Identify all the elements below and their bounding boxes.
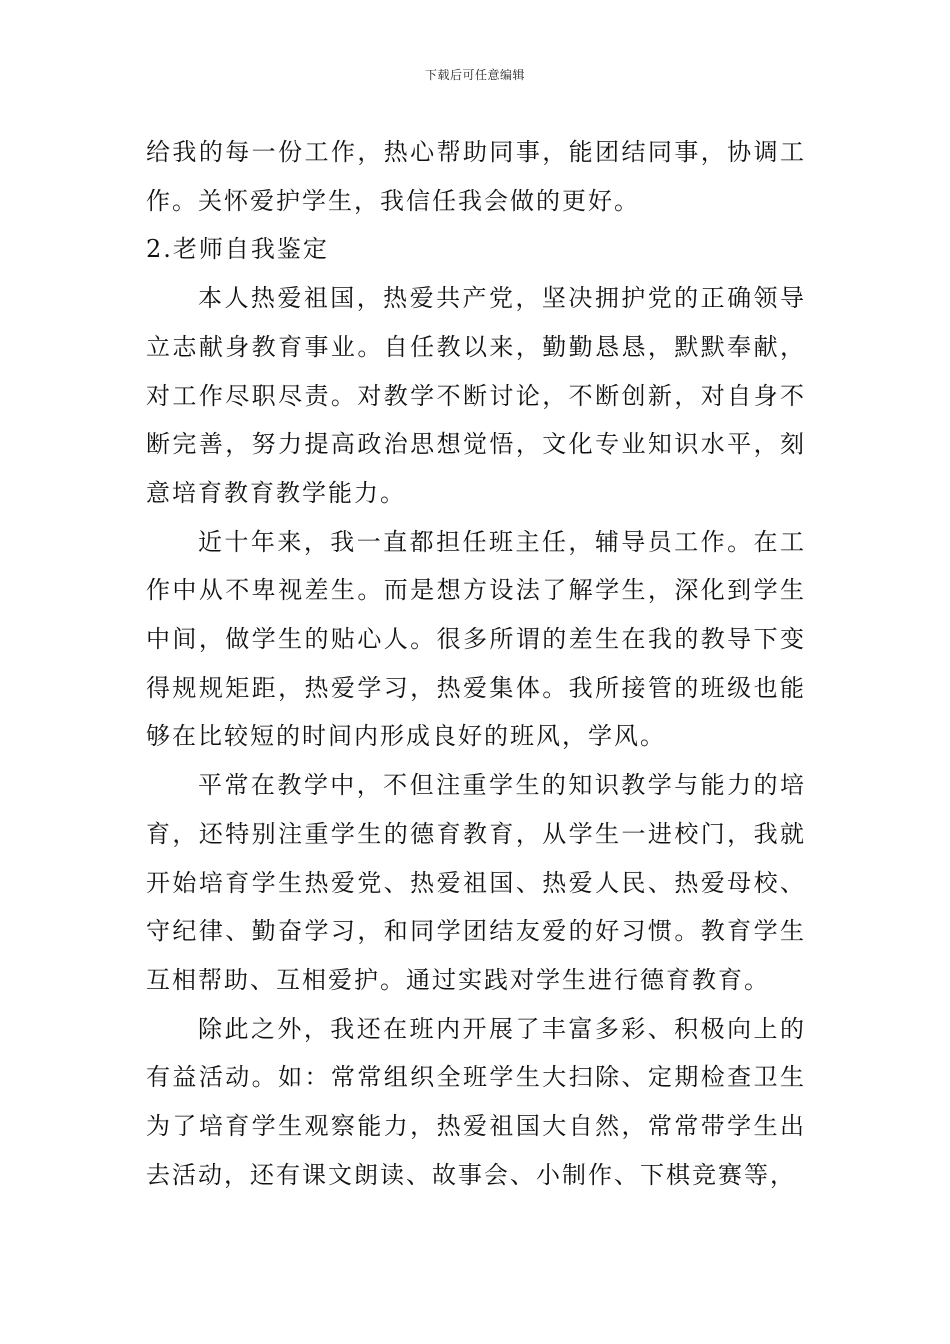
paragraph: 平常在教学中，不但注重学生的知识教学与能力的培育，还特别注重学生的德育教育，从学生一进校门，我就开始培育学生热爱党、热爱祖国、热爱人民、热爱母校、守纪律、勤奋学习，和同学团结友爱的好习惯。教育学生互相帮助、互相爱护。通过实践对学生进行德育教育。 (146, 771, 806, 994)
paragraph: 本人热爱祖国，热爱共产党，坚决拥护党的正确领导立志献身教育事业。自任教以来，勤勤恳恳，默默奉献，对工作尽职尽责。对教学不断讨论，不断创新，对自身不断完善，努力提高政治思想觉悟，文化专业知识水平，刻意培育教育教学能力。 (146, 284, 806, 507)
paragraph: 近十年来，我一直都担任班主任，辅导员工作。在工作中从不卑视差生。而是想方设法了解学生，深化到学生中间，做学生的贴心人。很多所谓的差生在我的教导下变得规规矩距，热爱学习，热爱集体。我所接管的班级也能够在比较短的时间内形成良好的班风，学风。 (146, 527, 806, 751)
page-header: 下载后可任意编辑 (424, 68, 525, 82)
section-heading: 2.老师自我鉴定 (146, 235, 329, 264)
paragraph-continuation: 给我的每一份工作，热心帮助同事，能团结同事，协调工作。关怀爱护学生，我信任我会做的更好。 (146, 138, 806, 215)
paragraph: 除此之外，我还在班内开展了丰富多彩、积极向上的有益活动。如：常常组织全班学生大扫除、定期检查卫生为了培育学生观察能力，热爱祖国大自然，常常带学生出去活动，还有课文朗读、故事会、小制作、下棋竞赛等， (146, 1014, 806, 1189)
document-body (146, 128, 806, 1199)
